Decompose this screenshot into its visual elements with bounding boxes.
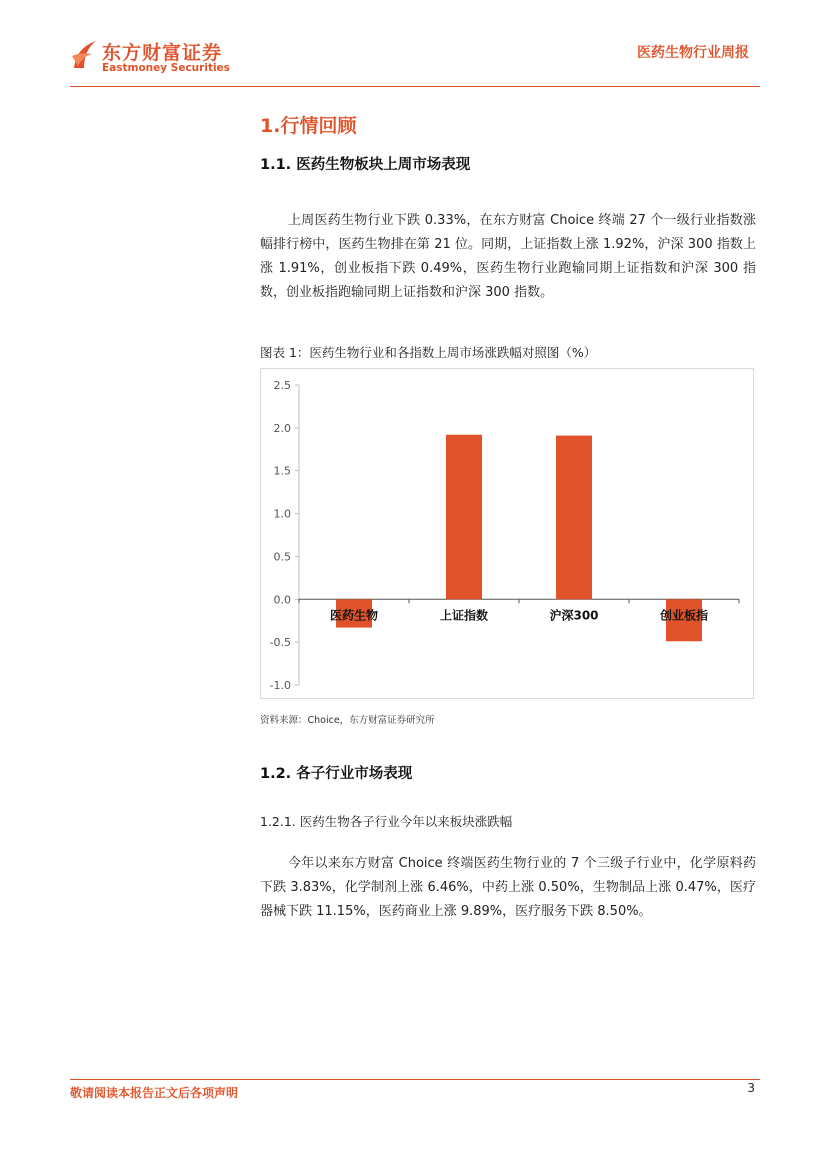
- logo-text-cn: 东方财富证券: [102, 42, 223, 64]
- page-number: 3: [747, 1081, 755, 1095]
- paragraph-market-performance: 上周医药生物行业下跌 0.33%，在东方财富 Choice 终端 27 个一级行业指数涨幅排行榜中，医药生物排在第 21 位。同期，上证指数上涨 1.92%，沪深 300 指数上涨 1.91%，创业板指下跌 0.49%，医药生物行业跑输同期上证指数和沪深 300 指数，创业板指跑输同期上证指数和沪深 300 指数。: [260, 213, 756, 300]
- bar-chart: [260, 368, 754, 699]
- header-divider: [70, 86, 760, 87]
- footer-divider: [70, 1079, 760, 1080]
- y-tick-label: 0.0: [273, 593, 291, 607]
- figure-source: 资料来源：Choice，东方财富证券研究所: [260, 715, 435, 726]
- eastmoney-logo-icon: [70, 38, 100, 72]
- x-tick-label: 沪深300: [549, 608, 599, 623]
- y-tick-label: 0.5: [273, 550, 291, 564]
- y-tick-label: -0.5: [269, 636, 291, 650]
- paragraph-subindustry-performance: 今年以来东方财富 Choice 终端医药生物行业的 7 个三级子行业中，化学原料药下跌 3.83%，化学制剂上涨 6.46%，中药上涨 0.50%，生物制品上涨 0.47%，医疗器械下跌 11.15%，医药商业上涨 9.89%，医疗服务下跌 8.50%。: [260, 856, 756, 919]
- brand-logo: [70, 38, 240, 78]
- logo-text-en: Eastmoney Securities: [102, 62, 230, 74]
- subsubsection-heading: 1.2.1. 医药生物各子行业今年以来板块涨跌幅: [260, 814, 513, 829]
- y-tick-label: 2.0: [273, 421, 291, 435]
- y-tick-label: -1.0: [269, 679, 291, 692]
- report-title: 医药生物行业周报: [637, 45, 749, 61]
- y-tick-label: 1.5: [273, 464, 291, 478]
- y-tick-label: 1.0: [273, 507, 291, 521]
- x-tick-label: 医药生物: [329, 608, 379, 623]
- subsection-heading: 1.2. 各子行业市场表现: [260, 766, 413, 782]
- x-tick-label: 创业板指: [659, 608, 709, 623]
- chart-canvas: [261, 369, 755, 700]
- section-heading: 1.行情回顾: [260, 115, 357, 137]
- figure-caption: 图表 1：医药生物行业和各指数上周市场涨跌幅对照图（%）: [260, 345, 597, 360]
- y-tick-label: 2.5: [273, 379, 291, 392]
- subsection-heading: 1.1. 医药生物板块上周市场表现: [260, 157, 471, 173]
- bar: [446, 435, 482, 600]
- footer-disclaimer: 敬请阅读本报告正文后各项声明: [70, 1086, 239, 1100]
- bar: [556, 436, 592, 600]
- x-tick-label: 上证指数: [439, 608, 489, 623]
